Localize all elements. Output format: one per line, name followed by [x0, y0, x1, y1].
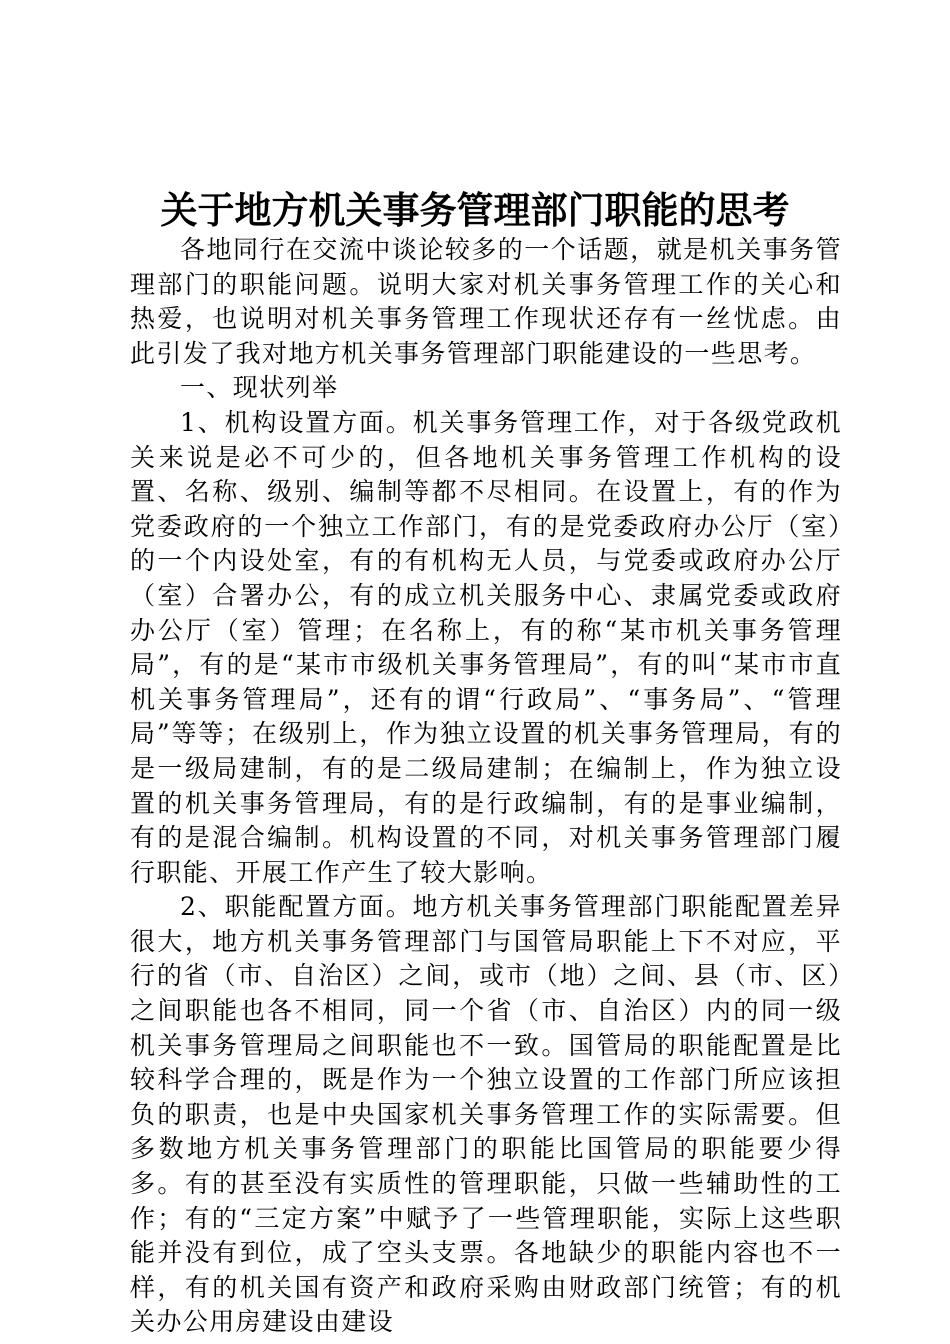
- paragraph-institution-setup: 1、机构设置方面。机关事务管理工作，对于各级党政机关来说是必不可少的，但各地机关事务管理工作机构的设置、名称、级别、编制等都不尽相同。在设置上，有的作为党委政府的一个独立工作部门，有的是党委政府办公厅（室）的一个内设处室，有的有机构无人员，与党委或政府办公厅（室）合署办公，有的成立机关服务中心、隶属党委或政府办公厅（室）管理；在名称上，有的称“某市机关事务管理局”，有的是“某市市级机关事务管理局”，有的叫“某市市直机关事务管理局”，还有的谓“行政局”、“事务局”、“管理局”等等；在级别上，作为独立设置的机关事务管理局，有的是一级局建制，有的是二级局建制；在编制上，作为独立设置的机关事务管理局，有的是行政编制，有的是事业编制，有的是混合编制。机构设置的不同，对机关事务管理部门履行职能、开展工作产生了较大影响。: [130, 407, 842, 887]
- section-heading-status: 一、现状列举: [180, 373, 339, 403]
- paragraph-intro: 各地同行在交流中谈论较多的一个话题，就是机关事务管理部门的职能问题。说明大家对机关事务管理工作的关心和热爱，也说明对机关事务管理工作现状还存有一丝忧虑。由此引发了我对地方机关事务管理部门职能建设的一些思考。: [130, 235, 842, 368]
- document-title: 关于地方机关事务管理部门职能的思考: [160, 188, 790, 232]
- document-body: [130, 233, 842, 1340]
- paragraph-function-allocation: 2、职能配置方面。地方机关事务管理部门职能配置差异很大，地方机关事务管理部门与国管局职能上下不对应，平行的省（市、自治区）之间，或市（地）之间、县（市、区）之间职能也各不相同，同一个省（市、自治区）内的同一级机关事务管理局之间职能也不一致。国管局的职能配置是比较科学合理的，既是作为一个独立设置的工作部门所应该担负的职责，也是中央国家机关事务管理工作的实际需要。但多数地方机关事务管理部门的职能比国管局的职能要少得多。有的甚至没有实质性的管理职能，只做一些辅助性的工作；有的“三定方案”中赋予了一些管理职能，实际上这些职能并没有到位，成了空头支票。各地缺少的职能内容也不一样，有的机关国有资产和政府采购由财政部门统管；有的机关办公用房建设由建设: [130, 892, 842, 1337]
